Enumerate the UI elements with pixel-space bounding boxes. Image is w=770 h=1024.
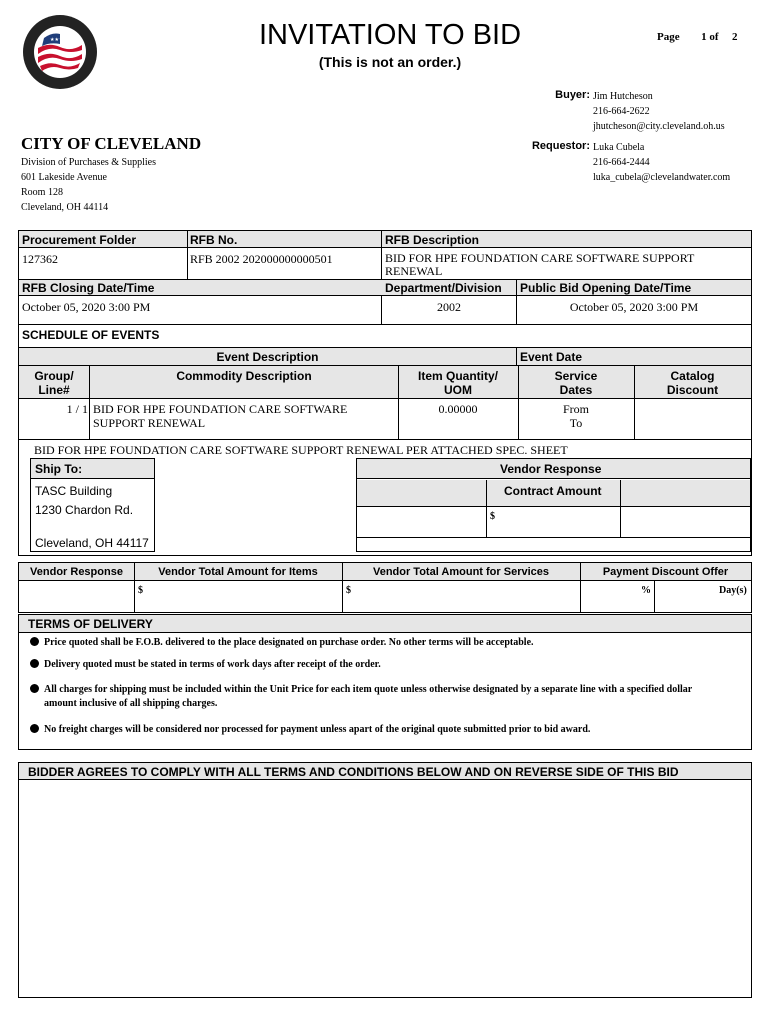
buyer-label: Buyer: xyxy=(555,89,590,101)
city-address: Division of Purchases & Supplies 601 Lakeside Avenue Room 128 Cleveland, OH 44114 xyxy=(21,157,156,213)
closing-label: RFB Closing Date/Time xyxy=(22,281,155,295)
schedule-title: SCHEDULE OF EVENTS xyxy=(22,328,160,342)
requestor-info: Luka Cubela 216-664-2444 luka_cubela@clevelandwater.com xyxy=(593,142,731,183)
quantity-header: Item Quantity/ UOM xyxy=(417,369,498,397)
svg-text:★★★: ★★★ xyxy=(50,38,64,43)
ship-to-line2: 1230 Chardon Rd. xyxy=(35,503,134,517)
rfb-desc-value: BID FOR HPE FOUNDATION CARE SOFTWARE SUPPORT RENEWAL xyxy=(385,252,695,278)
commodity-desc: BID FOR HPE FOUNDATION CARE SOFTWARE SUPPORT RENEWAL xyxy=(93,402,348,430)
service-dates: From To xyxy=(562,402,589,430)
totals-vendor-response-label: Vendor Response xyxy=(30,566,123,578)
dept-label: Department/Division xyxy=(385,281,502,295)
procurement-folder-value: 127362 xyxy=(22,252,58,266)
vendor-response-label: Vendor Response xyxy=(500,462,602,476)
event-desc-label: Event Description xyxy=(216,350,319,364)
bullet-icon xyxy=(30,659,39,668)
services-total-input[interactable] xyxy=(354,582,579,611)
page-number: Page 1 of 2 xyxy=(657,31,738,43)
dept-value: 2002 xyxy=(437,300,461,314)
item-quantity: 0.00000 xyxy=(438,402,478,416)
terms-item-2: Delivery quoted must be stated in terms of work days after receipt of the order. xyxy=(30,659,381,670)
totals-items-label: Vendor Total Amount for Items xyxy=(158,566,318,578)
discount-percent: % xyxy=(641,585,651,596)
commodity-header: Commodity Description xyxy=(176,369,312,383)
buyer-info: Jim Hutcheson 216-664-2622 jhutcheson@city.cleveland.oh.us xyxy=(593,91,725,132)
bidder-title: BIDDER AGREES TO COMPLY WITH ALL TERMS AND CONDITIONS BELOW AND ON REVERSE SIDE OF THIS BID xyxy=(28,765,679,779)
bullet-icon xyxy=(30,684,39,693)
terms-item-1: Price quoted shall be F.O.B. delivered to the place designated on purchase order. No other terms will be acceptable. xyxy=(30,637,534,648)
procurement-folder-label: Procurement Folder xyxy=(22,233,137,247)
discount-percent-input[interactable] xyxy=(582,582,638,611)
bullet-icon xyxy=(30,637,39,646)
ship-to-line3: Cleveland, OH 44117 xyxy=(35,536,149,550)
items-total-input[interactable] xyxy=(146,582,341,611)
catalog-discount-header: Catalog Discount xyxy=(666,369,719,397)
ship-to-label: Ship To: xyxy=(35,462,83,476)
event-date-label: Event Date xyxy=(520,350,583,364)
contract-amount-dollar: $ xyxy=(490,511,495,522)
rfb-no-label: RFB No. xyxy=(190,233,238,247)
group-line-header: Group/ Line# xyxy=(34,369,74,397)
opening-label: Public Bid Opening Date/Time xyxy=(520,281,692,295)
totals-services-label: Vendor Total Amount for Services xyxy=(372,566,550,578)
vendor-response-input[interactable] xyxy=(20,582,133,611)
bullet-icon xyxy=(30,724,39,733)
rfb-desc-label: RFB Description xyxy=(385,233,480,247)
opening-value: October 05, 2020 3:00 PM xyxy=(569,300,699,314)
terms-item-3: All charges for shipping must be included within the Unit Price for each item quote unless otherwise designated by a separate line with a specified dollar amount inclusive of all shipping charges. xyxy=(30,683,720,711)
page-title: INVITATION TO BID xyxy=(258,19,522,51)
rfb-no-value: RFB 2002 202000000000501 xyxy=(190,252,333,266)
closing-value: October 05, 2020 3:00 PM xyxy=(22,300,151,314)
ship-to-line1: TASC Building xyxy=(35,484,113,498)
totals-discount-label: Payment Discount Offer xyxy=(602,566,729,578)
contract-amount-label: Contract Amount xyxy=(504,484,602,498)
city-seal xyxy=(22,14,98,90)
service-dates-header: Service Dates xyxy=(554,369,598,397)
line-number: 1 / 1 xyxy=(66,402,88,416)
terms-title: TERMS OF DELIVERY xyxy=(28,617,153,631)
city-name: CITY OF CLEVELAND xyxy=(21,134,202,153)
discount-days: Day(s) xyxy=(719,585,747,596)
page-subtitle: (This is not an order.) xyxy=(318,54,462,70)
bidder-box xyxy=(18,762,752,998)
items-dollar: $ xyxy=(138,585,143,596)
services-dollar: $ xyxy=(346,585,351,596)
terms-item-4: No freight charges will be considered nor processed for payment unless apart of the original quote submitted prior to bid award. xyxy=(30,724,590,735)
schedule-note: BID FOR HPE FOUNDATION CARE SOFTWARE SUPPORT RENEWAL PER ATTACHED SPEC. SHEET xyxy=(34,443,568,457)
requestor-label: Requestor: xyxy=(531,140,590,152)
contract-amount-input[interactable] xyxy=(496,509,618,535)
discount-days-input[interactable] xyxy=(656,582,716,611)
